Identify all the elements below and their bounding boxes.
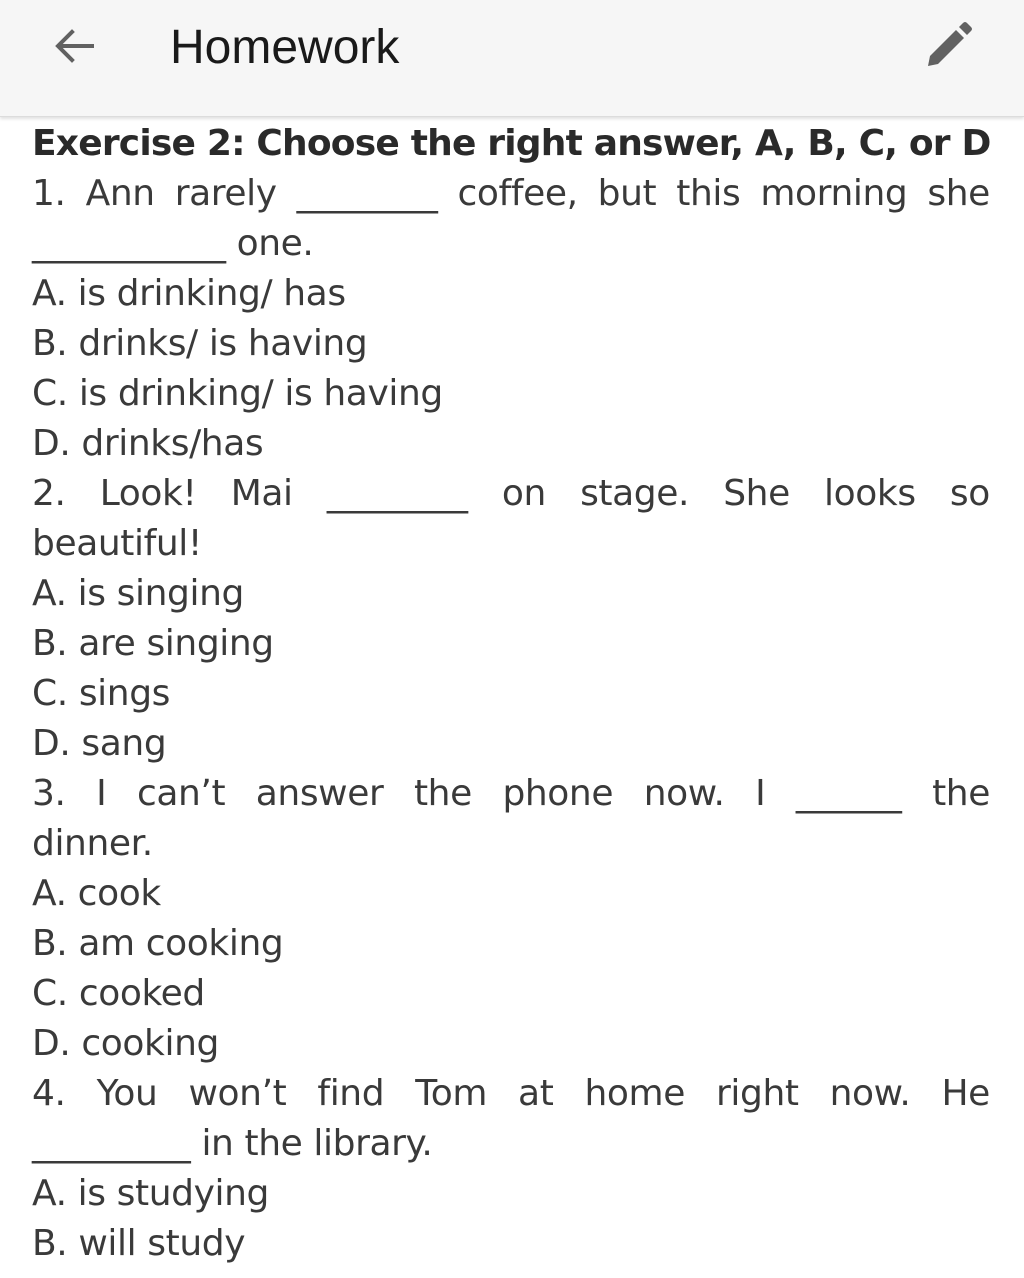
question-word: I bbox=[96, 773, 107, 814]
question-word: can’t bbox=[136, 773, 226, 814]
question-word: morning bbox=[760, 173, 908, 214]
question-word: now. bbox=[643, 773, 725, 814]
question-1-option-d: D. drinks/has bbox=[32, 423, 264, 464]
question-word: the bbox=[413, 773, 472, 814]
question-word: You bbox=[96, 1073, 158, 1114]
question-word: He bbox=[941, 1073, 990, 1114]
question-4-line-2: _________ in the library. bbox=[32, 1123, 433, 1164]
question-word: find bbox=[317, 1073, 385, 1114]
question-3-option-a: A. cook bbox=[32, 873, 161, 914]
question-3-line-2: dinner. bbox=[32, 823, 153, 864]
question-4-line-1 bbox=[32, 1069, 990, 1119]
question-word: Ann bbox=[85, 173, 155, 214]
question-word: 4. bbox=[32, 1073, 66, 1114]
question-word: phone bbox=[502, 773, 614, 814]
answer-blank: ______ bbox=[795, 773, 902, 814]
question-4-option-b: B. will study bbox=[32, 1223, 246, 1264]
question-1-option-a: A. is drinking/ has bbox=[32, 273, 346, 314]
question-2-option-c: C. sings bbox=[32, 673, 171, 714]
question-1-line-2: ___________ one. bbox=[32, 223, 314, 264]
question-word: on bbox=[501, 473, 546, 514]
question-word: stage. bbox=[580, 473, 690, 514]
question-3-option-c: C. cooked bbox=[32, 973, 205, 1014]
homework-content bbox=[32, 119, 990, 1269]
question-word: 1. bbox=[32, 173, 66, 214]
question-word: this bbox=[676, 173, 741, 214]
page-title: Homework bbox=[170, 21, 400, 74]
arrow-back-icon bbox=[50, 22, 98, 70]
app-bar bbox=[0, 0, 1024, 117]
question-word: right bbox=[716, 1073, 799, 1114]
question-3-option-b: B. am cooking bbox=[32, 923, 284, 964]
question-1-option-c: C. is drinking/ is having bbox=[32, 373, 443, 414]
question-word: so bbox=[949, 473, 990, 514]
question-word: Mai bbox=[230, 473, 293, 514]
answer-blank: ________ bbox=[296, 173, 438, 214]
question-word: she bbox=[927, 173, 990, 214]
question-2-option-d: D. sang bbox=[32, 723, 167, 764]
question-word: rarely bbox=[174, 173, 277, 214]
question-4-option-a: A. is studying bbox=[32, 1173, 269, 1214]
pencil-edit-icon bbox=[922, 20, 974, 72]
exercise-heading: Exercise 2: Choose the right answer, A, B, C, or D bbox=[32, 123, 991, 164]
question-word: at bbox=[518, 1073, 554, 1114]
question-2-line-2: beautiful! bbox=[32, 523, 202, 564]
question-word: Look! bbox=[99, 473, 197, 514]
question-word: She bbox=[723, 473, 790, 514]
question-word: the bbox=[932, 773, 990, 814]
question-word: now. bbox=[829, 1073, 911, 1114]
question-1-line-1 bbox=[32, 169, 990, 219]
question-word: 3. bbox=[32, 773, 66, 814]
question-word: answer bbox=[255, 773, 384, 814]
question-word: 2. bbox=[32, 473, 66, 514]
answer-blank: ________ bbox=[326, 473, 468, 514]
question-1-option-b: B. drinks/ is having bbox=[32, 323, 368, 364]
question-word: I bbox=[755, 773, 766, 814]
question-2-option-a: A. is singing bbox=[32, 573, 244, 614]
question-word: coffee, bbox=[457, 173, 578, 214]
question-word: Tom bbox=[415, 1073, 487, 1114]
back-button[interactable] bbox=[48, 20, 100, 72]
edit-button[interactable] bbox=[920, 18, 976, 74]
question-3-line-1 bbox=[32, 769, 990, 819]
question-2-option-b: B. are singing bbox=[32, 623, 274, 664]
question-word: looks bbox=[824, 473, 916, 514]
question-word: home bbox=[584, 1073, 685, 1114]
question-word: but bbox=[597, 173, 657, 214]
question-2-line-1 bbox=[32, 469, 990, 519]
question-word: won’t bbox=[188, 1073, 287, 1114]
question-3-option-d: D. cooking bbox=[32, 1023, 219, 1064]
